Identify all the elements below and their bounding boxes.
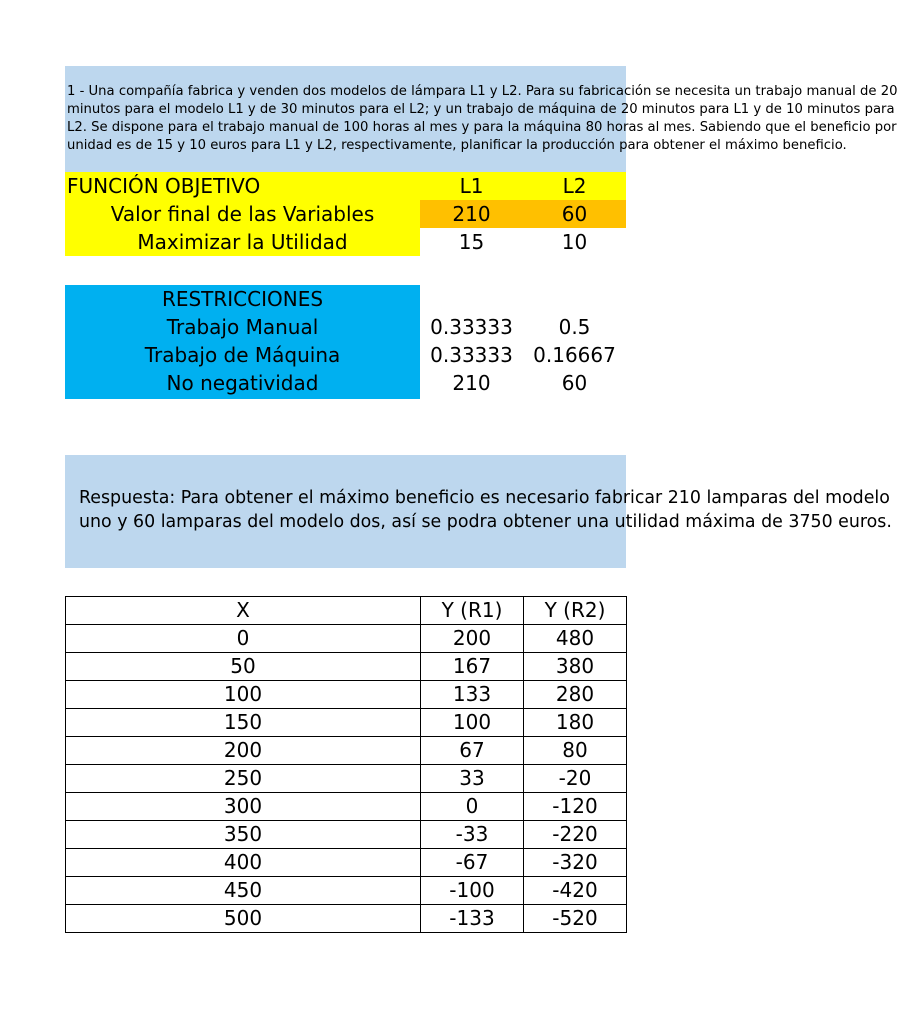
- cell-x: 200: [66, 737, 421, 765]
- cell-y-r1: 100: [421, 709, 524, 737]
- cell-y-r2: -20: [524, 765, 627, 793]
- maximize-row: [65, 228, 626, 256]
- cell-y-r2: -120: [524, 793, 627, 821]
- cell-y-r2: 180: [524, 709, 627, 737]
- restriction-label: Trabajo de Máquina: [65, 341, 420, 369]
- cell-x: 400: [66, 849, 421, 877]
- table-row: [66, 737, 627, 765]
- cell-y-r1: 0: [421, 793, 524, 821]
- final-values-row: [65, 200, 626, 228]
- restriction-label: Trabajo Manual: [65, 313, 420, 341]
- cell-y-r1: -67: [421, 849, 524, 877]
- restrictions-header-row: [65, 285, 626, 313]
- table-row: [66, 625, 627, 653]
- column-header-y-r2: Y (R2): [524, 597, 627, 625]
- objective-header-row: [65, 172, 626, 200]
- restriction-row: [65, 341, 626, 369]
- table-row: [66, 877, 627, 905]
- restrictions-header-label: RESTRICCIONES: [65, 285, 420, 313]
- table-header-row: [66, 597, 627, 625]
- cell-x: 350: [66, 821, 421, 849]
- restriction-l2: 0.5: [558, 315, 591, 339]
- maximize-label: Maximizar la Utilidad: [65, 228, 420, 256]
- cell-y-r1: -133: [421, 905, 524, 933]
- table-row: [66, 849, 627, 877]
- cell-y-r2: 480: [524, 625, 627, 653]
- cell-y-r2: 80: [524, 737, 627, 765]
- objective-col-l2: L2: [523, 172, 626, 200]
- cell-x: 300: [66, 793, 421, 821]
- table-row: [66, 905, 627, 933]
- restriction-l1: 210: [452, 371, 491, 395]
- final-value-l1: 210: [420, 200, 523, 228]
- table-row: [66, 765, 627, 793]
- cell-y-r2: -220: [524, 821, 627, 849]
- maximize-l1: 15: [458, 230, 485, 254]
- column-header-x: X: [66, 597, 421, 625]
- cell-x: 100: [66, 681, 421, 709]
- maximize-l2: 10: [561, 230, 588, 254]
- restriction-l2: 0.16667: [533, 343, 616, 367]
- cell-x: 150: [66, 709, 421, 737]
- table-row: [66, 793, 627, 821]
- cell-y-r2: -520: [524, 905, 627, 933]
- final-value-l2: 60: [523, 200, 626, 228]
- table-row: [66, 821, 627, 849]
- restriction-label: No negatividad: [65, 369, 420, 399]
- problem-line: 1 - Una compañía fabrica y venden dos modelos de lámpara L1 y L2. Para su fabricación se necesita un trabajo manual de 20: [67, 84, 897, 99]
- cell-x: 450: [66, 877, 421, 905]
- cell-y-r2: -420: [524, 877, 627, 905]
- restriction-l1: 0.33333: [430, 343, 513, 367]
- answer-box: [65, 455, 892, 568]
- cell-y-r1: 133: [421, 681, 524, 709]
- cell-y-r2: -320: [524, 849, 627, 877]
- problem-line: L2. Se dispone para el trabajo manual de 100 horas al mes y para la máquina 80 horas al mes. Sabiendo que el beneficio por: [67, 120, 897, 135]
- table-row: [66, 681, 627, 709]
- cell-y-r1: 167: [421, 653, 524, 681]
- cell-y-r1: 33: [421, 765, 524, 793]
- cell-y-r1: -33: [421, 821, 524, 849]
- cell-x: 50: [66, 653, 421, 681]
- restriction-l2: 60: [561, 371, 588, 395]
- cell-y-r1: 200: [421, 625, 524, 653]
- table-row: [66, 709, 627, 737]
- final-values-label: Valor final de las Variables: [65, 200, 420, 228]
- answer-line: uno y 60 lamparas del modelo dos, así se podra obtener una utilidad máxima de 3750 euros.: [79, 512, 892, 532]
- cell-x: 0: [66, 625, 421, 653]
- cell-x: 250: [66, 765, 421, 793]
- restriction-row: [65, 369, 626, 397]
- problem-statement: [65, 66, 897, 173]
- restriction-l1: 0.33333: [430, 315, 513, 339]
- problem-line: unidad es de 15 y 10 euros para L1 y L2, respectivamente, planificar la producción para obtener el máximo beneficio.: [67, 138, 847, 153]
- cell-y-r2: 380: [524, 653, 627, 681]
- cell-y-r1: 67: [421, 737, 524, 765]
- answer-line: Respuesta: Para obtener el máximo beneficio es necesario fabricar 210 lamparas del modelo: [79, 488, 890, 508]
- cell-y-r2: 280: [524, 681, 627, 709]
- objective-col-l1: L1: [420, 172, 523, 200]
- cell-x: 500: [66, 905, 421, 933]
- column-header-y-r1: Y (R1): [421, 597, 524, 625]
- xy-data-table: [65, 596, 627, 933]
- cell-y-r1: -100: [421, 877, 524, 905]
- restriction-row: [65, 313, 626, 341]
- table-row: [66, 653, 627, 681]
- objective-header-label: FUNCIÓN OBJETIVO: [65, 172, 420, 200]
- problem-line: minutos para el modelo L1 y de 30 minutos para el L2; y un trabajo de máquina de 20 minutos para L1 y de 10 minutos para: [67, 102, 895, 117]
